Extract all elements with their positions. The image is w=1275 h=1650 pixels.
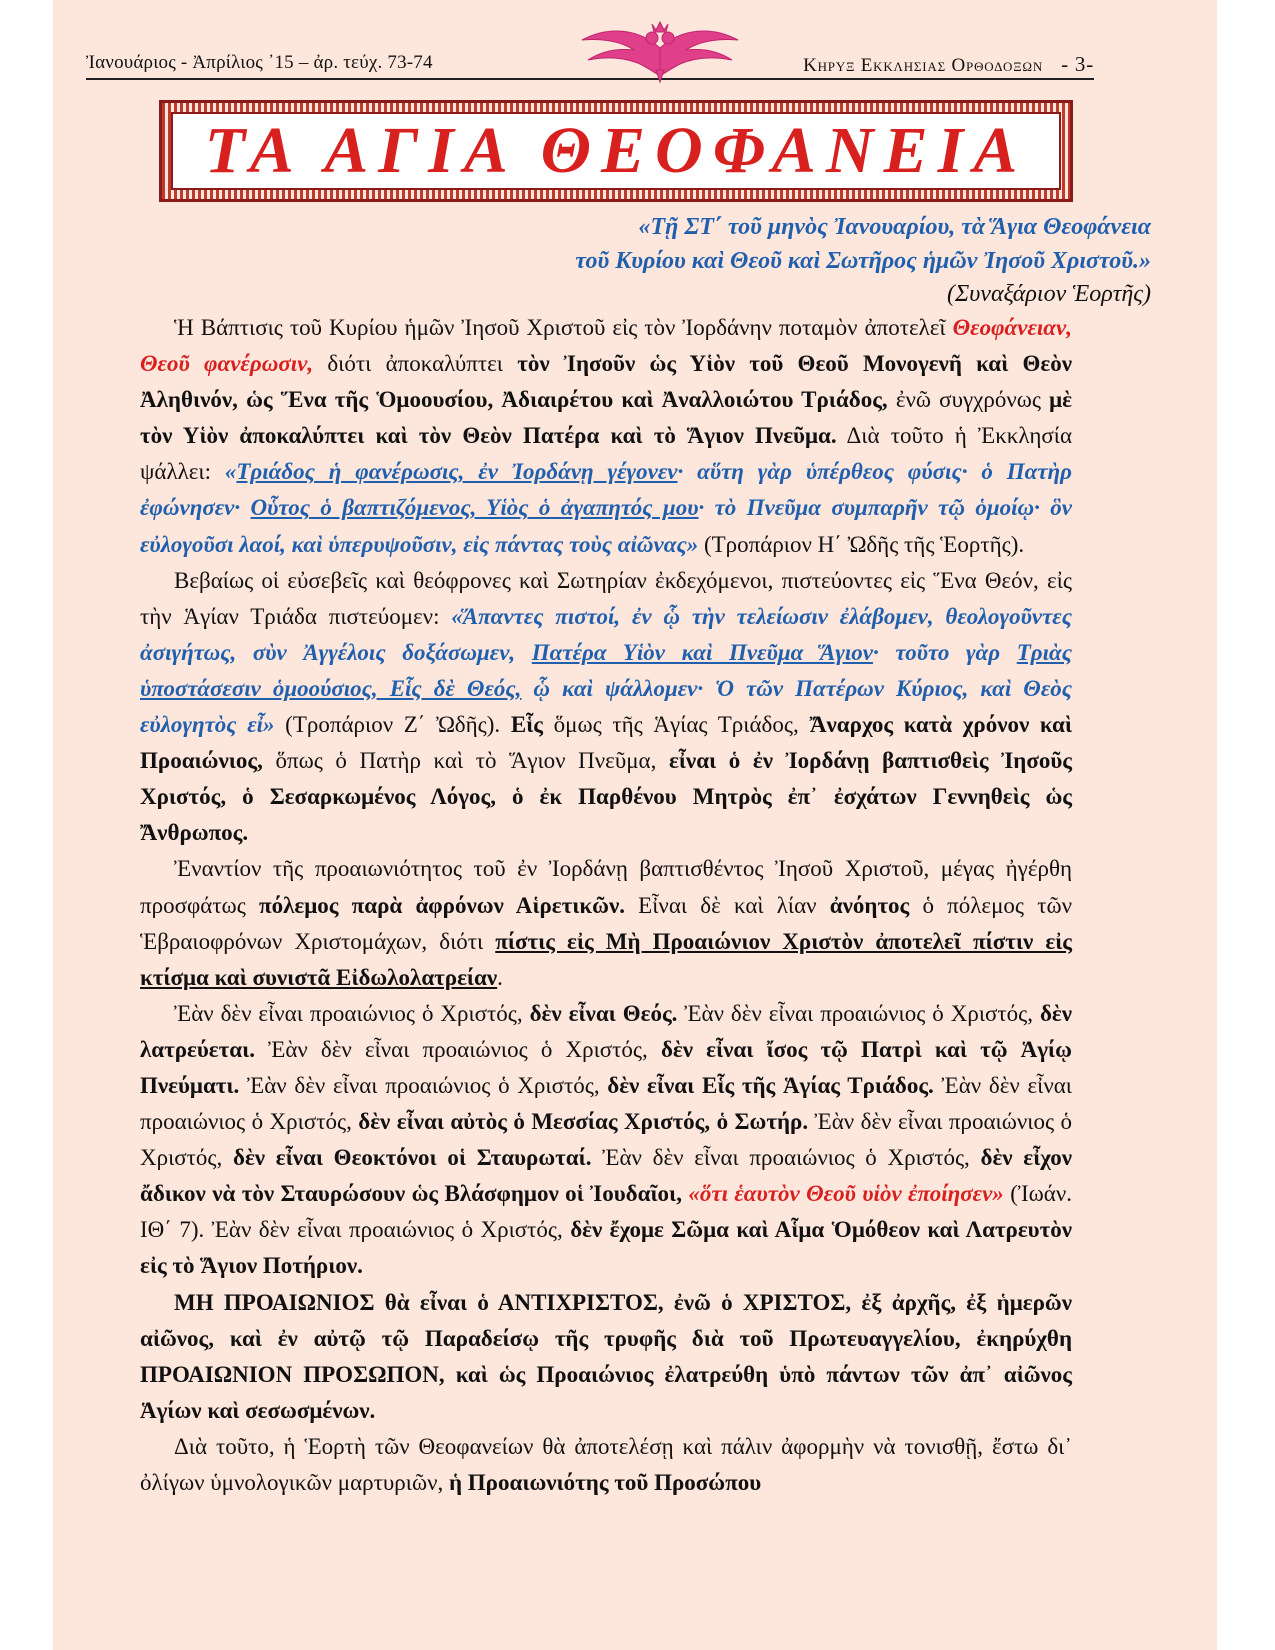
- publication-title: Κηρυξ Εκκλησιας Ορθοδοξων: [803, 55, 1044, 76]
- quote-blue-underlined: Οὗτος ὁ βαπτιζόμενος, Υἱὸς ὁ ἀγαπητός μου: [250, 495, 699, 521]
- emphasis-bold: δὲν εἶναι Θεός.: [529, 1000, 678, 1026]
- emphasis-bold: ἀνόητος: [829, 892, 910, 918]
- text-run: (Τροπάριον Ζ΄ Ὠδῆς).: [274, 712, 511, 738]
- text-run: Εἶναι δὲ καὶ λίαν: [624, 892, 830, 918]
- text-run: Ἐὰν δὲν εἶναι προαιώνιος ὁ Χριστός,: [140, 1072, 1072, 1135]
- epigraph-source: (Συναξάριον Ἑορτῆς): [947, 281, 1151, 307]
- emphasis-red: Θεοφάνειαν, Θεοῦ φανέρωσιν,: [140, 315, 1072, 377]
- text-run: .: [497, 964, 503, 990]
- emphasis-bold: δὲν εἶναι Θεοκτόνοι οἱ Σταυρωταί.: [233, 1145, 592, 1171]
- paragraph-5: ΜΗ ΠΡΟΑΙΩΝΙΟΣ θὰ εἶναι ὁ ΑΝΤΙΧΡΙΣΤΟΣ, ἐνῶ ὁ ΧΡΙΣΤΟΣ, ἐξ ἀρχῆς, ἐξ ἡμερῶν αἰῶνος, καὶ ἐν αὐτῷ τῷ Παραδείσῳ τῆς τρυφῆς διὰ τοῦ Πρωτευαγγελίου, ἐκηρύχθη ΠΡΟΑΙΩΝΙΟΝ ΠΡΟΣΩΠΟΝ, καὶ ὡς Προαιώνιος ἐλατρεύθη ὑπὸ πάντων τῶν ἀπ᾿ αἰῶνος Ἁγίων καὶ σεσωσμένων.: [140, 1289, 1072, 1423]
- title-panel: [171, 112, 1061, 190]
- epigraph-line-2: τοῦ Κυρίου καὶ Θεοῦ καὶ Σωτῆρος ἡμῶν Ἰησοῦ Χριστοῦ.»: [575, 248, 1151, 274]
- text-run: ὁ πόλεμος τῶν Ἑβραιοφρόνων Χριστομάχων, διότι: [140, 892, 1073, 954]
- paragraph-2: [140, 563, 1072, 852]
- text-run: Ἐὰν δὲν εἶναι προαιώνιος ὁ Χριστός,: [239, 1072, 608, 1098]
- quote-blue: · τοῦτο γὰρ: [872, 639, 1017, 665]
- emphasis-bold: δὲν εἶναι αὐτὸς ὁ Μεσσίας Χριστός, ὁ Σωτήρ.: [358, 1109, 809, 1135]
- emphasis-bold: Εἷς: [510, 712, 543, 738]
- text-run: Ἐὰν δὲν εἶναι προαιώνιος ὁ Χριστός,: [254, 1036, 661, 1062]
- text-run: Ἐὰν δὲν εἶναι προαιώνιος ὁ Χριστός,: [174, 1000, 530, 1026]
- emphasis-bold: δὲν λατρεύεται.: [140, 1000, 1072, 1062]
- text-run: Ἐναντίον τῆς προαιωνιότητος τοῦ ἐν Ἰορδάνῃ βαπτισθέντος Ἰησοῦ Χριστοῦ, μέγας ἠγέρθη προσφάτως: [140, 856, 1072, 918]
- emphasis-bold: ἡ Προαιωνιότης τοῦ Προσώπου: [448, 1470, 762, 1495]
- title-frame: [159, 100, 1073, 202]
- article-title: ΤΑ ΑΓΙΑ ΘΕΟΦΑΝΕΙΑ: [204, 114, 1028, 187]
- issue-info: Ἰανουάριος - Ἀπρίλιος ᾿15 – ἀρ. τεύχ. 73-74: [86, 52, 433, 73]
- epigraph-line-1: «Τῇ ΣΤ΄ τοῦ μηνὸς Ἰανουαρίου, τὰ Ἅγια Θεοφάνεια: [638, 214, 1151, 240]
- quote-blue-underlined: Τριάδος ἡ φανέρωσις, ἐν Ἰορδάνῃ γέγονεν: [236, 459, 678, 485]
- quote-blue-underlined: Τριὰς ὑποστάσεσιν ὁμοούσιος, Εἷς δὲ Θεός,: [140, 639, 1072, 701]
- text-run: ἐνῶ συγχρόνως: [887, 387, 1050, 413]
- paragraph-6: [140, 1429, 1072, 1501]
- page-number: - 3-: [1061, 52, 1094, 76]
- quote-blue: «Ἅπαντες πιστοί, ἐν ᾧ τὴν τελείωσιν ἐλάβομεν, θεολογοῦντες ἀσιγήτως, σὺν Ἀγγέλοις δοξάσωμεν,: [140, 603, 1072, 665]
- paragraph-3: [140, 851, 1072, 995]
- emphasis-red: «ὅτι ἑαυτὸν Θεοῦ υἱὸν ἐποίησεν»: [681, 1181, 1004, 1207]
- emphasis-bold: δὲν ἔχομε Σῶμα καὶ Αἷμα Ὁμόθεον καὶ Λατρευτὸν εἰς τὸ Ἅγιον Ποτήριον.: [140, 1217, 1072, 1279]
- publication-name: [803, 52, 1094, 77]
- paragraph-4: [140, 996, 1072, 1285]
- quote-blue-underlined: Πατέρα Υἱὸν καὶ Πνεῦμα Ἅγιον: [531, 639, 873, 665]
- text-run: Ἡ Βάπτισις τοῦ Κυρίου ἡμῶν Ἰησοῦ Χριστοῦ εἰς τὸν Ἰορδάνην ποταμὸν ἀποτελεῖ: [174, 315, 953, 340]
- emphasis-bold: μὲ τὸν Υἱὸν ἀποκαλύπτει καὶ τὸν Θεὸν Πατέρα καὶ τὸ Ἅγιον Πνεῦμα.: [140, 387, 1073, 449]
- text-run: ὅπως ὁ Πατὴρ καὶ τὸ Ἅγιον Πνεῦμα,: [262, 748, 669, 774]
- text-run: ὅμως τῆς Ἁγίας Τριάδος,: [543, 712, 810, 738]
- text-run: Διὰ τοῦτο ἡ Ἐκκλησία ψάλλει:: [140, 423, 1072, 485]
- text-run: Ἐὰν δὲν εἶναι προαιώνιος ὁ Χριστός,: [677, 1000, 1040, 1026]
- text-run: Διὰ τοῦτο, ἡ Ἑορτὴ τῶν Θεοφανείων θὰ ἀποτελέσῃ καὶ πάλιν ἀφορμὴν νὰ τονισθῇ, ἔστω δι᾿ ὀλίγων ὑμνολογικῶν μαρτυριῶν,: [140, 1433, 1072, 1495]
- double-headed-eagle-icon: [578, 18, 742, 84]
- text-run: (Τροπάριον Η΄ Ὠδῆς τῆς Ἑορτῆς).: [698, 531, 1025, 557]
- paragraph-1: [140, 310, 1072, 563]
- emphasis-bold: δὲν εἶχον ἄδικον νὰ τὸν Σταυρώσουν ὡς Βλάσφημον οἱ Ἰουδαῖοι,: [140, 1145, 1072, 1207]
- emphasis-bold: τὸν Ἰησοῦν ὡς Υἱὸν τοῦ Θεοῦ Μονογενῆ καὶ Θεὸν Ἀληθινόν, ὡς Ἕνα τῆς Ὁμοουσίου, Ἀδιαιρέτου καὶ Ἀναλλοιώτου Τριάδος,: [140, 351, 1072, 413]
- text-run: Βεβαίως οἱ εὐσεβεῖς καὶ θεόφρονες καὶ Σωτηρίαν ἐκδεχόμενοι, πιστεύοντες εἰς Ἕνα Θεόν, εἰς τὴν Ἁγίαν Τριάδα πιστεύομεν:: [140, 567, 1072, 629]
- quote-blue: · τὸ Πνεῦμα συμπαρῆν τῷ ὁμοίῳ· ὃν εὐλογοῦσι λαοί, καὶ ὑπερυψοῦσιν, εἰς πάντας τοὺς αἰῶνας»: [140, 495, 1072, 557]
- emphasis-bold-underlined: πίστις εἰς Μὴ Προαιώνιον Χριστὸν ἀποτελεῖ πίστιν εἰς κτίσμα καὶ συνιστᾶ Εἰδωλολατρείαν: [140, 928, 1072, 990]
- emphasis-bold: δὲν εἶναι ἴσος τῷ Πατρὶ καὶ τῷ Ἁγίῳ Πνεύματι.: [140, 1036, 1072, 1098]
- text-run: διότι ἀποκαλύπτει: [313, 351, 518, 377]
- text-run: Ἐὰν δὲν εἶναι προαιώνιος ὁ Χριστός,: [591, 1145, 981, 1171]
- epigraph: [251, 210, 1151, 310]
- quote-blue: · αὕτη γὰρ ὑπέρθεος φύσις· ὁ Πατὴρ ἐφώνησεν·: [140, 459, 1072, 521]
- emphasis-bold: πόλεμος παρὰ ἀφρόνων Αἱρετικῶν.: [259, 892, 625, 918]
- emphasis-bold: εἶναι ὁ ἐν Ἰορδάνῃ βαπτισθεὶς Ἰησοῦς Χριστός, ὁ Σεσαρκωμένος Λόγος, ὁ ἐκ Παρθένου Μητρὸς ἐπ᾿ ἐσχάτων Γεννηθεὶς ὡς Ἄνθρωπος.: [140, 748, 1072, 846]
- quote-blue: «: [224, 459, 237, 485]
- text-run: (Ἰωάν. ΙΘ΄ 7). Ἐὰν δὲν εἶναι προαιώνιος ὁ Χριστός,: [140, 1181, 1073, 1243]
- quote-blue: ᾧ καὶ ψάλλομεν· Ὁ τῶν Πατέρων Κύριος, καὶ Θεὸς εὐλογητὸς εἶ»: [140, 675, 1072, 738]
- emphasis-bold: δὲν εἶναι Εἷς τῆς Ἁγίας Τριάδος.: [607, 1072, 934, 1098]
- article-body: [140, 310, 1072, 1501]
- text-run: Ἐὰν δὲν εἶναι προαιώνιος ὁ Χριστός,: [140, 1109, 1072, 1171]
- emphasis-bold: Ἄναρχος κατὰ χρόνον καὶ Προαιώνιος,: [140, 712, 1072, 774]
